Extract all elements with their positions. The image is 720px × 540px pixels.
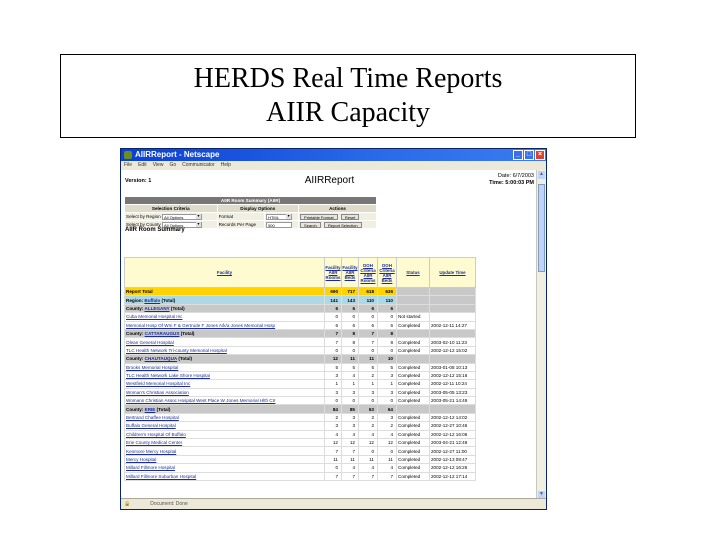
- value-cell: 6: [359, 321, 378, 329]
- value-cell: 3: [378, 388, 397, 396]
- status-cell: Completed: [397, 430, 430, 438]
- value-cell: 6: [325, 321, 342, 329]
- format-select[interactable]: HTML ▼: [266, 214, 292, 220]
- facility-link[interactable]: Buffalo General Hospital: [125, 422, 325, 430]
- status-cell: Completed: [397, 422, 430, 430]
- county-label: Select by County: [126, 221, 161, 227]
- status-cell: [397, 329, 430, 337]
- value-cell: 110: [359, 296, 378, 304]
- records-per-page-label: Records Per Page: [217, 221, 265, 229]
- value-cell: 4: [359, 464, 378, 472]
- facility-row: [125, 422, 476, 430]
- region-select[interactable]: All Options ▼: [162, 214, 202, 220]
- value-cell: 7: [359, 338, 378, 346]
- value-cell: 4: [378, 464, 397, 472]
- value-cell: 10: [378, 355, 397, 363]
- value-cell: 5: [359, 363, 378, 371]
- group-link[interactable]: ALLEGANY: [144, 305, 170, 311]
- column-header-doh-beds[interactable]: DOH Criteria AIIR Beds: [378, 258, 397, 288]
- facility-row: [125, 380, 476, 388]
- value-cell: 3: [325, 371, 342, 379]
- group-prefix: County:: [126, 331, 145, 337]
- total-row: [125, 288, 476, 296]
- value-cell: 2: [359, 371, 378, 379]
- value-cell: 8: [342, 338, 359, 346]
- update-time-cell: 2003-05-21 14:49: [430, 397, 476, 405]
- value-cell: 6: [342, 321, 359, 329]
- section-title: AIIR Room Summary: [125, 227, 185, 233]
- value-cell: 1: [325, 380, 342, 388]
- value-cell: 6: [342, 304, 359, 312]
- scroll-up-arrow-icon[interactable]: ▲: [539, 171, 544, 177]
- minimize-button[interactable]: _: [513, 150, 523, 160]
- value-cell: 3: [325, 388, 342, 396]
- version-label: Version: 1: [125, 178, 152, 184]
- facility-row: [125, 455, 476, 463]
- group-suffix: (Total): [155, 406, 171, 412]
- value-cell: 12: [378, 439, 397, 447]
- value-cell: 7: [325, 329, 342, 337]
- county-row: [125, 355, 476, 363]
- display-options-heading: Display Options: [217, 205, 298, 213]
- value-cell: 690: [325, 288, 342, 296]
- value-cell: 717: [342, 288, 359, 296]
- facility-row: [125, 346, 476, 354]
- value-cell: 11: [378, 455, 397, 463]
- update-time-cell: 2002-12-12 14:02: [430, 413, 476, 421]
- update-time-cell: 2002-12-27 11:00: [430, 447, 476, 455]
- value-cell: 5: [325, 363, 342, 371]
- value-cell: 7: [342, 447, 359, 455]
- update-time-cell: 2003-01-08 10:13: [430, 363, 476, 371]
- update-time-cell: 2002-12-12 15:02: [430, 346, 476, 354]
- security-lock-icon: 🔒: [124, 501, 131, 507]
- value-cell: 12: [325, 355, 342, 363]
- value-cell: 6: [325, 304, 342, 312]
- facility-link[interactable]: Woman's Christian Association: [125, 388, 325, 396]
- status-text: Document: Done: [150, 501, 188, 507]
- status-cell: Completed: [397, 380, 430, 388]
- facility-link[interactable]: Mercy Hospital: [125, 455, 325, 463]
- value-cell: 12: [342, 439, 359, 447]
- status-cell: [397, 304, 430, 312]
- update-time-cell: [430, 288, 476, 296]
- value-cell: 4: [342, 464, 359, 472]
- facility-row: [125, 371, 476, 379]
- menu-go[interactable]: Go: [169, 162, 177, 168]
- facility-link[interactable]: Kenmore Mercy Hospital: [125, 447, 325, 455]
- status-cell: [397, 355, 430, 363]
- value-cell: 0: [378, 447, 397, 455]
- scrollbar-thumb[interactable]: [538, 184, 545, 272]
- status-cell: Completed: [397, 413, 430, 421]
- facility-row: [125, 397, 476, 405]
- facility-row: [125, 321, 476, 329]
- facility-link[interactable]: Millard Fillmore Suburban Hospital: [125, 472, 325, 480]
- group-prefix: Region:: [126, 297, 145, 303]
- group-label: [125, 288, 325, 296]
- value-cell: 1: [342, 380, 359, 388]
- value-cell: 618: [359, 288, 378, 296]
- value-cell: 11: [342, 355, 359, 363]
- facility-link[interactable]: Erie County Medical Center: [125, 439, 325, 447]
- facility-row: [125, 430, 476, 438]
- group-label: [125, 304, 325, 312]
- report-title: AIIRReport: [304, 175, 355, 186]
- value-cell: 1: [359, 380, 378, 388]
- reset-button[interactable]: Reset: [341, 214, 359, 220]
- printable-format-button[interactable]: Printable Format: [300, 214, 338, 220]
- value-cell: 3: [325, 422, 342, 430]
- value-cell: 3: [378, 371, 397, 379]
- value-cell: 0: [378, 313, 397, 321]
- value-cell: 0: [342, 397, 359, 405]
- value-cell: 0: [378, 346, 397, 354]
- value-cell: 7: [325, 338, 342, 346]
- group-suffix: (Total): [177, 356, 193, 362]
- county-row: [125, 304, 476, 312]
- value-cell: 2: [359, 413, 378, 421]
- group-link[interactable]: CATTARAUGUS: [144, 331, 180, 337]
- value-cell: 7: [325, 472, 342, 480]
- facility-link[interactable]: Brooks Memorial Hospital: [125, 363, 325, 371]
- value-cell: 0: [325, 464, 342, 472]
- value-cell: 0: [325, 313, 342, 321]
- maximize-button[interactable]: □: [524, 150, 534, 160]
- value-cell: 141: [325, 296, 342, 304]
- facility-link[interactable]: TLC Health Network Lake Shore Hospital: [125, 371, 325, 379]
- value-cell: 636: [378, 288, 397, 296]
- status-cell: Completed: [397, 363, 430, 371]
- group-label: [125, 405, 325, 413]
- update-time-cell: 2003-04-21 12:49: [430, 439, 476, 447]
- column-header-doh-rooms[interactable]: DOH Criteria AIIR Rooms: [359, 258, 378, 288]
- facility-row: [125, 388, 476, 396]
- value-cell: 11: [359, 355, 378, 363]
- value-cell: 3: [342, 388, 359, 396]
- window-title: AIIRReport - Netscape: [135, 150, 220, 159]
- window-titlebar[interactable]: [121, 149, 546, 161]
- value-cell: 7: [325, 447, 342, 455]
- group-label: [125, 329, 325, 337]
- group-label: [125, 296, 325, 304]
- value-cell: 85: [342, 405, 359, 413]
- update-time-cell: [430, 355, 476, 363]
- group-prefix: Report Total: [126, 289, 153, 295]
- update-time-cell: [430, 304, 476, 312]
- slide-title-line-2: AIIR Capacity: [265, 97, 431, 128]
- menu-help[interactable]: Help: [220, 162, 231, 168]
- status-cell: Completed: [397, 346, 430, 354]
- status-bar: [121, 498, 546, 509]
- status-cell: Completed: [397, 464, 430, 472]
- facility-link[interactable]: Memorial Hosp Of Wm F & Gertrude F Jones A/k/a Jones Memorial Hosp: [125, 321, 325, 329]
- facility-row: [125, 472, 476, 480]
- page-content: [121, 170, 538, 500]
- search-button[interactable]: Search: [300, 222, 321, 228]
- status-cell: Not started: [397, 313, 430, 321]
- group-label: [125, 355, 325, 363]
- facility-link[interactable]: Cuba Memorial Hospital Inc: [125, 313, 325, 321]
- status-cell: [397, 405, 430, 413]
- value-cell: 3: [342, 413, 359, 421]
- facility-row: [125, 313, 476, 321]
- menu-view[interactable]: View: [152, 162, 164, 168]
- status-cell: [397, 296, 430, 304]
- group-suffix: (Total): [179, 331, 195, 337]
- value-cell: 3: [378, 413, 397, 421]
- county-row: [125, 405, 476, 413]
- update-time-cell: 2002-12-11 14:27: [430, 321, 476, 329]
- value-cell: 143: [342, 296, 359, 304]
- value-cell: 4: [359, 430, 378, 438]
- county-select[interactable]: All Options ▼: [162, 222, 202, 228]
- update-time-cell: 2002-12-12 16:26: [430, 464, 476, 472]
- value-cell: 4: [325, 430, 342, 438]
- value-cell: 0: [378, 397, 397, 405]
- update-time-cell: 2002-12-27 10:46: [430, 422, 476, 430]
- value-cell: 2: [378, 422, 397, 430]
- records-per-page-input[interactable]: 500: [266, 222, 292, 228]
- value-cell: 84: [325, 405, 342, 413]
- facility-row: [125, 464, 476, 472]
- status-cell: Completed: [397, 397, 430, 405]
- netscape-icon: [124, 151, 132, 159]
- update-time-cell: 2003-02-10 11:23: [430, 338, 476, 346]
- value-cell: 5: [342, 363, 359, 371]
- column-header-facility-beds[interactable]: Facility AIIR Beds: [342, 258, 359, 288]
- control-panel: [124, 196, 377, 229]
- status-cell: [397, 288, 430, 296]
- value-cell: 3: [342, 422, 359, 430]
- status-cell: Completed: [397, 447, 430, 455]
- value-cell: 64: [378, 405, 397, 413]
- update-time-cell: [430, 405, 476, 413]
- facility-link[interactable]: TLC Health Network Tri-county Memorial Hospital: [125, 346, 325, 354]
- value-cell: 0: [342, 346, 359, 354]
- menu-edit[interactable]: Edit: [138, 162, 147, 168]
- status-cell: Completed: [397, 371, 430, 379]
- group-suffix: (Total): [160, 297, 176, 303]
- slide-title-line-1: HERDS Real Time Reports: [193, 63, 503, 94]
- status-cell: Completed: [397, 455, 430, 463]
- value-cell: 110: [378, 296, 397, 304]
- value-cell: 2: [325, 413, 342, 421]
- update-time-cell: 2002-12-12 16:06: [430, 430, 476, 438]
- update-time-cell: 2002-12-12 15:16: [430, 371, 476, 379]
- region-row: [125, 296, 476, 304]
- value-cell: 6: [378, 321, 397, 329]
- update-time-cell: [430, 329, 476, 337]
- update-time-cell: 2002-12-12 17:14: [430, 472, 476, 480]
- close-button[interactable]: ×: [535, 150, 545, 160]
- value-cell: 4: [342, 371, 359, 379]
- slide-title: [60, 54, 636, 138]
- value-cell: 7: [359, 329, 378, 337]
- value-cell: 0: [325, 397, 342, 405]
- value-cell: 5: [378, 363, 397, 371]
- value-cell: 11: [325, 455, 342, 463]
- value-cell: 0: [342, 313, 359, 321]
- aiir-summary-table: [124, 257, 476, 481]
- menu-communicator[interactable]: Communicator: [182, 162, 215, 168]
- value-cell: 8: [342, 329, 359, 337]
- value-cell: 8: [378, 338, 397, 346]
- group-prefix: County:: [126, 406, 145, 412]
- report-time: Time: 5:00:03 PM: [489, 180, 534, 186]
- value-cell: 0: [359, 397, 378, 405]
- status-cell: Completed: [397, 388, 430, 396]
- facility-row: [125, 439, 476, 447]
- value-cell: 0: [359, 313, 378, 321]
- value-cell: 6: [359, 304, 378, 312]
- update-time-cell: [430, 313, 476, 321]
- region-label: Select by Region: [126, 213, 161, 219]
- browser-window: [120, 148, 547, 510]
- update-time-cell: 2003-05-05 13:23: [430, 388, 476, 396]
- group-suffix: (Total): [169, 305, 185, 311]
- status-cell: Completed: [397, 338, 430, 346]
- value-cell: 12: [359, 439, 378, 447]
- value-cell: 11: [359, 455, 378, 463]
- scroll-down-arrow-icon[interactable]: ▼: [539, 491, 544, 497]
- facility-link[interactable]: Westfield Memorial Hospital Inc: [125, 380, 325, 388]
- menu-file[interactable]: File: [124, 162, 133, 168]
- update-time-cell: [430, 296, 476, 304]
- facility-link[interactable]: Olean General Hospital: [125, 338, 325, 346]
- value-cell: 11: [342, 455, 359, 463]
- value-cell: 4: [342, 430, 359, 438]
- column-header-update-time[interactable]: Update Time: [430, 258, 476, 288]
- group-prefix: County:: [126, 356, 145, 362]
- actions-heading: Actions: [299, 205, 377, 213]
- report-date: Date: 6/7/2003: [497, 173, 534, 179]
- facility-link[interactable]: Millard Fillmore Hospital: [125, 464, 325, 472]
- vertical-scrollbar[interactable]: [536, 170, 546, 500]
- status-cell: Completed: [397, 472, 430, 480]
- value-cell: 0: [359, 346, 378, 354]
- value-cell: 7: [378, 472, 397, 480]
- facility-row: [125, 413, 476, 421]
- report-header: [121, 170, 538, 196]
- column-header-facility[interactable]: Facility: [125, 258, 325, 288]
- value-cell: 0: [359, 447, 378, 455]
- facility-link[interactable]: Womans Christian Assoc Hospital West Place W Jones Memorial Hlth Ctr: [125, 397, 325, 405]
- report-datetime: [489, 173, 534, 187]
- update-time-cell: 2002-12-13 08:47: [430, 455, 476, 463]
- facility-link[interactable]: Bertrand Chaffee Hospital: [125, 413, 325, 421]
- group-link[interactable]: ERIE: [144, 406, 156, 412]
- format-label: Format: [217, 213, 265, 221]
- selection-criteria-heading: Selection Criteria: [125, 205, 218, 213]
- value-cell: 12: [325, 439, 342, 447]
- column-header-status[interactable]: Status: [397, 258, 430, 288]
- value-cell: 2: [359, 422, 378, 430]
- update-time-cell: 2002-12-11 10:24: [430, 380, 476, 388]
- value-cell: 63: [359, 405, 378, 413]
- facility-link[interactable]: Children's Hospital Of Buffalo: [125, 430, 325, 438]
- group-prefix: County:: [126, 305, 145, 311]
- control-panel-banner: AIIR Room Summary (AIIR): [125, 197, 377, 205]
- facility-row: [125, 447, 476, 455]
- menu-bar: [121, 161, 546, 170]
- region-filter: [125, 213, 218, 221]
- value-cell: 8: [378, 329, 397, 337]
- facility-row: [125, 363, 476, 371]
- report-selection-button[interactable]: Report Selection: [324, 222, 362, 228]
- column-header-facility-rooms[interactable]: Facility AIIR Rooms: [325, 258, 342, 288]
- value-cell: 4: [378, 430, 397, 438]
- status-cell: Completed: [397, 321, 430, 329]
- value-cell: 3: [359, 388, 378, 396]
- group-link[interactable]: Buffalo: [144, 297, 161, 303]
- group-link[interactable]: CHAUTAUQUA: [144, 356, 178, 362]
- facility-row: [125, 338, 476, 346]
- county-row: [125, 329, 476, 337]
- value-cell: 6: [378, 304, 397, 312]
- value-cell: 1: [378, 380, 397, 388]
- value-cell: 0: [325, 346, 342, 354]
- value-cell: 7: [342, 472, 359, 480]
- value-cell: 7: [359, 472, 378, 480]
- status-cell: Completed: [397, 439, 430, 447]
